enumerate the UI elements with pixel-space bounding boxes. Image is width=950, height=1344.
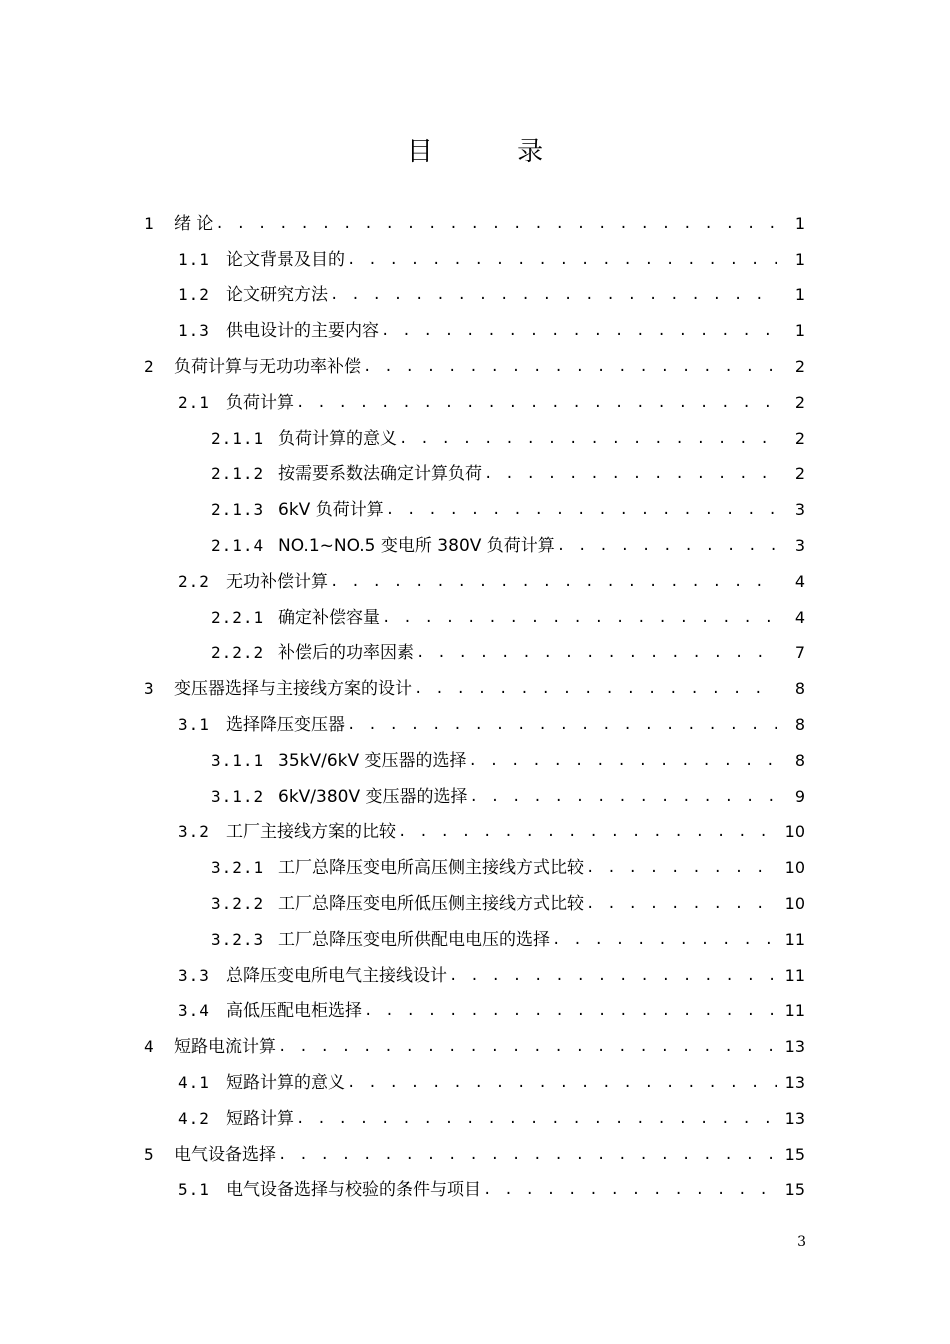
toc-entry[interactable] — [0, 1137, 950, 1173]
toc-entry-page: 9 — [794, 786, 805, 806]
toc-dot-leader — [278, 1145, 777, 1165]
toc-dot-leader — [398, 822, 777, 842]
toc-entry-title: 确定补偿容量 — [278, 607, 380, 628]
toc-entry-number: 1.3 — [178, 321, 210, 341]
toc-dot-leader — [347, 715, 777, 735]
toc-entry[interactable] — [0, 1029, 950, 1065]
toc-entry-page: 8 — [794, 750, 805, 770]
toc-entry-page: 11 — [784, 929, 805, 949]
toc-entry[interactable] — [0, 922, 950, 958]
toc-entry-page: 13 — [784, 1108, 805, 1128]
toc-entry-title: NO.1~NO.5 变电所 380V 负荷计算 — [278, 536, 555, 557]
toc-entry-number: 1 — [144, 213, 155, 233]
toc-dot-leader — [382, 608, 777, 628]
toc-entry-number: 3.2 — [178, 822, 210, 842]
toc-entry-title: 无功补偿计算 — [226, 571, 328, 592]
toc-dot-leader — [364, 1001, 777, 1021]
toc-entry-page: 11 — [784, 1001, 805, 1021]
toc-entry-title: 绪 论 — [174, 213, 214, 234]
toc-entry-page: 10 — [784, 858, 805, 878]
toc-entry-number: 2 — [144, 357, 155, 377]
toc-entry-page: 4 — [794, 571, 805, 591]
toc-entry-number: 3.1.1 — [211, 750, 265, 770]
toc-entry-number: 3 — [144, 679, 155, 699]
toc-entry-page: 13 — [784, 1073, 805, 1093]
toc-entry-page: 1 — [794, 321, 805, 341]
toc-entry-number: 4 — [144, 1037, 155, 1057]
toc-entry-number: 3.4 — [178, 1001, 210, 1021]
toc-entry-title: 高低压配电柜选择 — [226, 1001, 362, 1022]
toc-dot-leader — [552, 930, 777, 950]
toc-entry-title: 短路计算 — [226, 1108, 294, 1129]
toc-entry-number: 2.2.2 — [211, 643, 265, 663]
toc-entry-page: 1 — [794, 249, 805, 269]
toc-entry-number: 2.1.3 — [211, 500, 265, 520]
toc-dot-leader — [330, 572, 777, 592]
toc-entry-number: 5.1 — [178, 1180, 210, 1200]
toc-entry-title: 短路计算的意义 — [226, 1073, 345, 1094]
toc-entry[interactable] — [0, 1065, 950, 1101]
toc-entry[interactable] — [0, 850, 950, 886]
toc-entry[interactable] — [0, 206, 950, 242]
toc-dot-leader — [586, 858, 777, 878]
toc-dot-leader — [483, 1180, 777, 1200]
toc-entry-page: 3 — [794, 536, 805, 556]
toc-entry[interactable] — [0, 528, 950, 564]
toc-entry-title: 总降压变电所电气主接线设计 — [226, 965, 447, 986]
toc-entry-number: 2.1.4 — [211, 536, 265, 556]
toc-entry-title: 6kV 负荷计算 — [278, 500, 384, 521]
toc-entry-title: 按需要系数法确定计算负荷 — [278, 464, 482, 485]
toc-entry[interactable] — [0, 671, 950, 707]
toc-entry[interactable] — [0, 278, 950, 314]
toc-entry-number: 2.1.1 — [211, 428, 265, 448]
toc-entry-title: 论文背景及目的 — [226, 249, 345, 270]
toc-entry[interactable] — [0, 994, 950, 1030]
toc-entry[interactable] — [0, 1173, 950, 1209]
toc-dot-leader — [330, 285, 777, 305]
toc-entry-number: 3.2.1 — [211, 858, 265, 878]
toc-entry-page: 2 — [794, 464, 805, 484]
toc-entry-page: 2 — [794, 392, 805, 412]
toc-entry-title: 工厂总降压变电所高压侧主接线方式比较 — [278, 858, 584, 879]
table-of-contents — [0, 206, 950, 1208]
toc-entry-title: 补偿后的功率因素 — [278, 643, 414, 664]
toc-entry-title: 电气设备选择与校验的条件与项目 — [226, 1180, 481, 1201]
toc-entry-page: 2 — [794, 357, 805, 377]
toc-entry-number: 2.2.1 — [211, 607, 265, 627]
toc-dot-leader — [469, 751, 777, 771]
toc-entry-title: 供电设计的主要内容 — [226, 321, 379, 342]
toc-dot-leader — [399, 429, 777, 449]
toc-entry-page: 13 — [784, 1037, 805, 1057]
toc-entry-title: 6kV/380V 变压器的选择 — [278, 786, 468, 807]
toc-entry-page: 15 — [784, 1144, 805, 1164]
toc-entry-number: 1.2 — [178, 285, 210, 305]
toc-dot-leader — [470, 787, 778, 807]
toc-entry-number: 1.1 — [178, 249, 210, 269]
toc-entry[interactable] — [0, 636, 950, 672]
toc-entry[interactable] — [0, 421, 950, 457]
toc-dot-leader — [586, 894, 777, 914]
toc-entry-page: 4 — [794, 607, 805, 627]
toc-entry[interactable] — [0, 1101, 950, 1137]
toc-entry-number: 3.1 — [178, 715, 210, 735]
toc-entry-page: 1 — [794, 285, 805, 305]
toc-entry-number: 2.2 — [178, 571, 210, 591]
toc-dot-leader — [386, 500, 777, 520]
toc-entry[interactable] — [0, 385, 950, 421]
toc-dot-leader — [414, 679, 777, 699]
toc-entry[interactable] — [0, 457, 950, 493]
toc-dot-leader — [416, 643, 777, 663]
toc-entry-title: 负荷计算 — [226, 392, 294, 413]
toc-entry-number: 4.1 — [178, 1073, 210, 1093]
toc-entry-title: 工厂总降压变电所供配电电压的选择 — [278, 929, 550, 950]
toc-entry[interactable] — [0, 242, 950, 278]
toc-entry[interactable] — [0, 349, 950, 385]
toc-entry-page: 1 — [794, 213, 805, 233]
toc-entry-page: 3 — [794, 500, 805, 520]
toc-dot-leader — [278, 1037, 777, 1057]
toc-dot-leader — [449, 966, 777, 986]
toc-dot-leader — [557, 536, 777, 556]
toc-entry-page: 10 — [784, 822, 805, 842]
toc-entry[interactable] — [0, 600, 950, 636]
toc-entry-title: 短路电流计算 — [174, 1037, 276, 1058]
toc-dot-leader — [296, 393, 777, 413]
toc-entry-title: 35kV/6kV 变压器的选择 — [278, 750, 467, 771]
page-title: 目 录 — [406, 137, 582, 167]
toc-entry-number: 4.2 — [178, 1108, 210, 1128]
toc-entry-number: 3.1.2 — [211, 786, 265, 806]
toc-entry[interactable] — [0, 743, 950, 779]
toc-entry-page: 2 — [794, 428, 805, 448]
toc-entry-title: 选择降压变压器 — [226, 715, 345, 736]
toc-dot-leader — [215, 214, 777, 234]
toc-dot-leader — [363, 357, 777, 377]
toc-dot-leader — [347, 250, 777, 270]
toc-entry[interactable] — [0, 815, 950, 851]
toc-entry-title: 负荷计算与无功功率补偿 — [174, 357, 361, 378]
toc-entry[interactable] — [0, 958, 950, 994]
toc-entry[interactable] — [0, 313, 950, 349]
toc-dot-leader — [347, 1073, 777, 1093]
page-number: 3 — [797, 1234, 806, 1250]
toc-entry[interactable] — [0, 779, 950, 815]
toc-entry-number: 2.1 — [178, 392, 210, 412]
toc-entry-page: 15 — [784, 1180, 805, 1200]
toc-entry-number: 3.3 — [178, 965, 210, 985]
toc-entry-page: 7 — [794, 643, 805, 663]
toc-entry-page: 8 — [794, 679, 805, 699]
toc-dot-leader — [381, 321, 777, 341]
toc-entry[interactable] — [0, 707, 950, 743]
toc-dot-leader — [296, 1109, 777, 1129]
toc-entry-title: 电气设备选择 — [174, 1144, 276, 1165]
toc-entry[interactable] — [0, 886, 950, 922]
toc-entry-number: 5 — [144, 1144, 155, 1164]
toc-entry-title: 工厂总降压变电所低压侧主接线方式比较 — [278, 894, 584, 915]
toc-entry-title: 工厂主接线方案的比较 — [226, 822, 396, 843]
toc-entry-number: 3.2.3 — [211, 929, 265, 949]
toc-entry-number: 2.1.2 — [211, 464, 265, 484]
toc-entry-title: 负荷计算的意义 — [278, 428, 397, 449]
toc-dot-leader — [484, 464, 777, 484]
toc-entry[interactable] — [0, 564, 950, 600]
toc-entry[interactable] — [0, 492, 950, 528]
toc-entry-title: 变压器选择与主接线方案的设计 — [174, 679, 412, 700]
toc-entry-title: 论文研究方法 — [226, 285, 328, 306]
toc-entry-page: 8 — [794, 715, 805, 735]
toc-entry-page: 11 — [784, 965, 805, 985]
toc-entry-number: 3.2.2 — [211, 894, 265, 914]
toc-entry-page: 10 — [784, 894, 805, 914]
